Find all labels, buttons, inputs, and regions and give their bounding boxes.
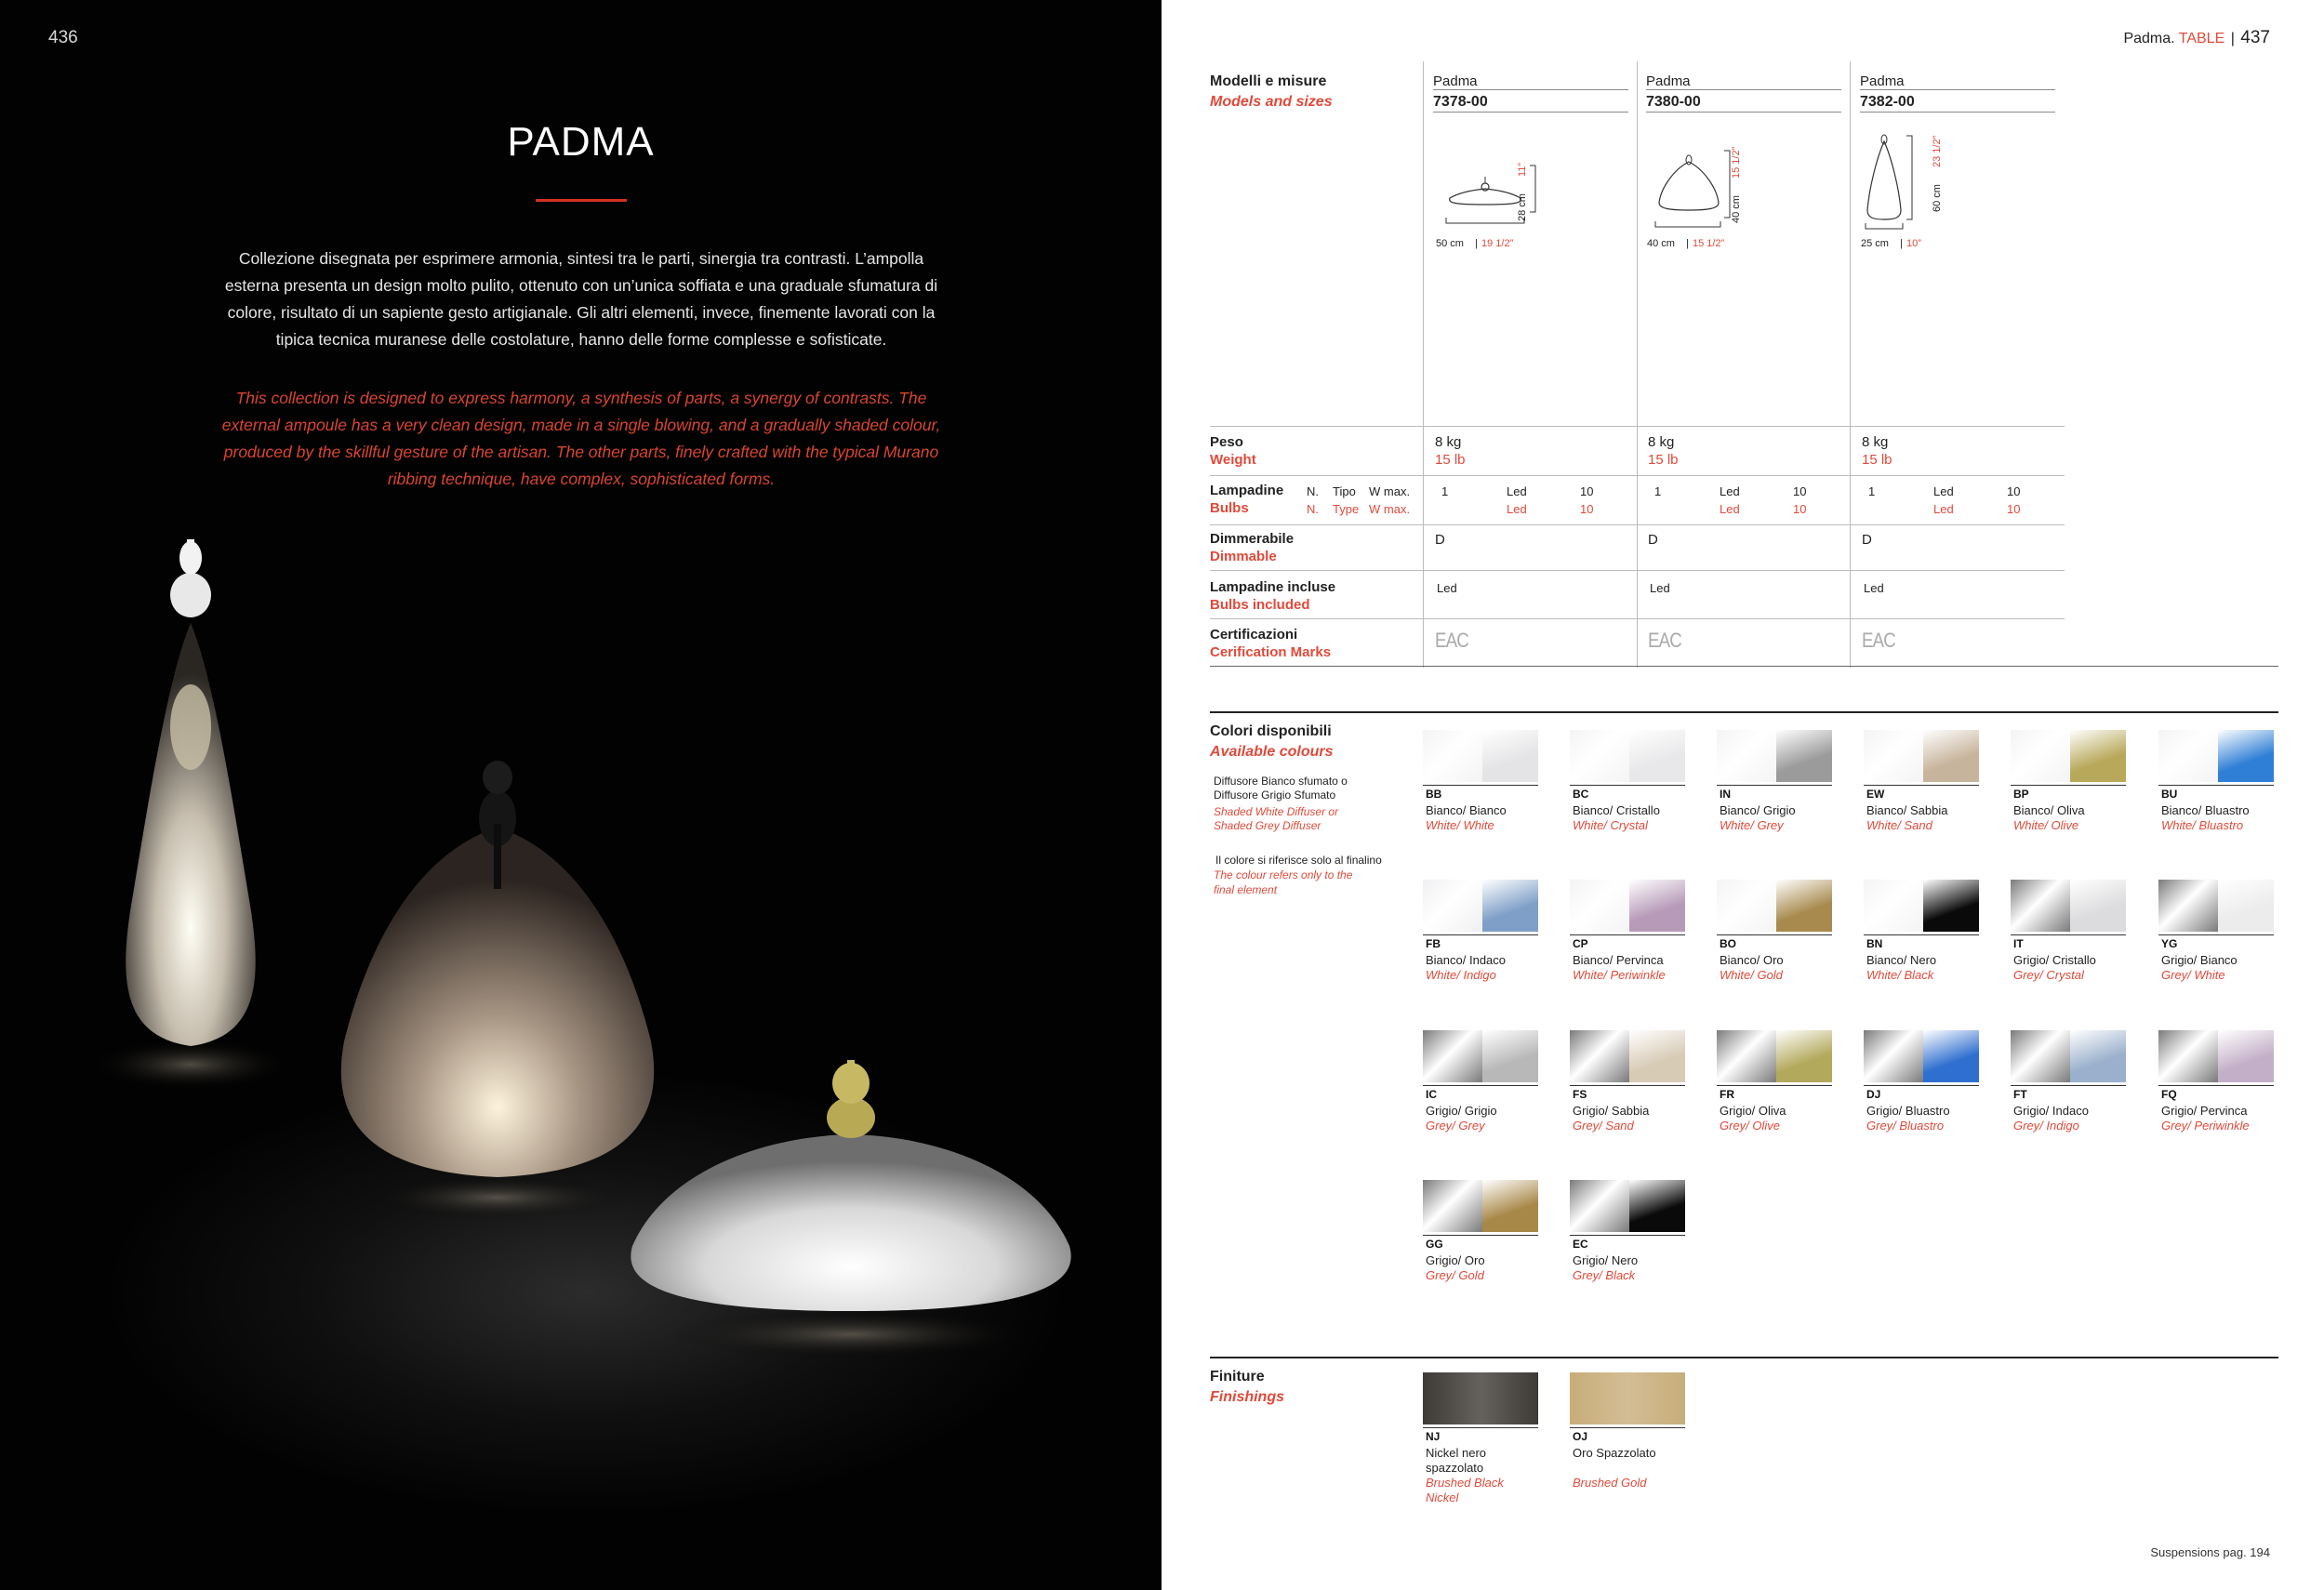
bulbs-type-header: Tipo: [1333, 484, 1356, 498]
colour-name-it: Grigio/ Nero: [1573, 1253, 1639, 1267]
colour-swatch: [1570, 730, 1685, 782]
swatch-rule: [1864, 934, 1979, 935]
finish-swatch: [1570, 1372, 1685, 1424]
bulbs-n: 1: [1868, 484, 1876, 498]
colour-swatch: [1864, 880, 1979, 932]
swatch-rule: [1570, 934, 1685, 935]
colour-swatch: [2011, 880, 2126, 932]
colour-code: BU: [2161, 788, 2178, 801]
bulbs-w: 10: [2007, 484, 2021, 498]
bulbs-type-en: Led: [1933, 502, 1954, 516]
bulbs-type: Led: [1507, 484, 1527, 498]
colour-name-en: White/ Olive: [2013, 818, 2079, 832]
bulbs-type: Led: [1720, 484, 1740, 498]
bulbs-w-en: 10: [1580, 502, 1594, 516]
swatch-rule: [1570, 1427, 1685, 1428]
height-in: 23 1/2”: [1932, 135, 1943, 167]
header-collection: Padma.: [2123, 31, 2175, 46]
colour-swatch: [1864, 1030, 1979, 1082]
model-code: 7380-00: [1646, 94, 1701, 110]
bulbs-type-en: Led: [1507, 502, 1527, 516]
colour-name-it: Bianco/ Sabbia: [1866, 803, 1948, 817]
rule: [1210, 666, 2278, 667]
finish-code: OJ: [1573, 1430, 1588, 1443]
colour-name-en: White/ Crystal: [1573, 818, 1648, 832]
bulbs-n-header-en: N.: [1307, 502, 1319, 516]
bulbs-type-en: Led: [1720, 502, 1740, 516]
rule: [1433, 89, 1628, 90]
colour-code: BO: [1720, 937, 1736, 950]
colour-swatch: [1423, 1030, 1538, 1082]
colour-swatch: [2158, 730, 2274, 782]
included-value: Led: [1650, 581, 1670, 595]
lamps-photo: [0, 521, 1162, 1590]
title-underline: [536, 199, 627, 202]
colour-code: IC: [1426, 1088, 1437, 1101]
colour-name-it: Grigio/ Indaco: [2013, 1104, 2089, 1118]
colour-name-it: Grigio/ Sabbia: [1573, 1104, 1650, 1118]
finish-swatch: [1423, 1372, 1538, 1424]
colour-name-it: Grigio/ Oliva: [1720, 1104, 1786, 1118]
colour-code: BN: [1866, 937, 1883, 950]
bulbs-w-en: 10: [2007, 502, 2021, 516]
colour-code: FT: [2013, 1088, 2027, 1101]
intro-italian: Collezione disegnata per esprimere armonia, sintesi tra le parti, sinergia tra contrasti. L’ampolla esterna presenta un design molto pulito, ottenuto con un’unica soffiata e una graduale sfumatura di colore, risultato di un sapiente gesto artigianale. Gli altri elementi, invece, finemente lavorati con la tipica tecnica muranese delle costolature, hanno delle forme complesse e sofisticate.: [224, 249, 938, 349]
column-divider: [1850, 61, 1851, 668]
colours-note: Il colore si riferisce solo al finalino: [1215, 854, 1382, 867]
rule: [1646, 89, 1841, 90]
swatch-rule: [1864, 785, 1979, 786]
weight-lb: 15 lb: [1862, 452, 1892, 468]
swatch-rule: [2158, 785, 2274, 786]
colour-swatch: [1423, 730, 1538, 782]
colours-note-en: Shaded Grey Diffuser: [1214, 819, 1321, 832]
colour-name-en: Grey/ Gold: [1426, 1268, 1484, 1282]
colour-swatch: [1570, 880, 1685, 932]
colours-note-en: The colour refers only to the: [1214, 868, 1353, 881]
finish-code: NJ: [1426, 1430, 1441, 1443]
finish-name-en: Brushed Gold: [1573, 1476, 1647, 1490]
colours-label-en: Available colours: [1210, 744, 1334, 760]
finish-name-it: Oro Spazzolato: [1573, 1446, 1656, 1460]
eac-mark-icon: EAC: [1648, 629, 1681, 652]
colour-name-en: White/ Gold: [1720, 968, 1783, 982]
colour-name-en: Grey/ Sand: [1573, 1119, 1634, 1133]
colour-name-it: Grigio/ Bianco: [2161, 953, 2238, 967]
running-header: [2123, 28, 2270, 48]
dimmable-value: D: [1648, 532, 1658, 548]
models-label-it: Modelli e misure: [1210, 73, 1327, 89]
column-divider: [1637, 61, 1638, 668]
colour-name-en: Grey/ Indigo: [2013, 1119, 2079, 1133]
weight-kg: 8 kg: [1862, 434, 1889, 450]
colour-swatch: [1570, 1030, 1685, 1082]
colour-code: FS: [1573, 1088, 1587, 1101]
height-in: 15 1/2”: [1731, 146, 1742, 179]
bulbs-n: 1: [1441, 484, 1449, 498]
colour-name-en: Grey/ Crystal: [2013, 968, 2084, 982]
finish-name-it: Nickel nero: [1426, 1446, 1487, 1460]
colour-swatch: [1864, 730, 1979, 782]
colour-code: BP: [2013, 788, 2029, 801]
swatch-rule: [1717, 785, 1832, 786]
included-value: Led: [1437, 581, 1457, 595]
colour-code: EC: [1573, 1238, 1588, 1251]
colour-swatch: [1423, 880, 1538, 932]
colour-name-en: Grey/ Bluastro: [1866, 1119, 1945, 1133]
swatch-rule: [2158, 934, 2274, 935]
bulbs-w-header-en: W max.: [1369, 502, 1411, 516]
colour-name-it: Bianco/ Nero: [1866, 953, 1937, 967]
colour-name-it: Grigio/ Pervinca: [2161, 1104, 2248, 1118]
lamp-tall-finial: [170, 573, 211, 617]
page-number-left: 436: [48, 28, 78, 47]
weight-kg: 8 kg: [1435, 434, 1462, 450]
swatch-rule: [1864, 1085, 1979, 1086]
page-number-right: 437: [2240, 28, 2270, 47]
model-name: Padma: [1860, 73, 1905, 89]
dimmable-value: D: [1862, 532, 1872, 548]
rule: [1210, 426, 2065, 427]
colour-swatch: [1570, 1180, 1685, 1232]
colour-name-en: Grey/ Olive: [1720, 1119, 1781, 1133]
included-value: Led: [1864, 581, 1884, 595]
model-code: 7382-00: [1860, 94, 1915, 110]
bulbs-w: 10: [1580, 484, 1594, 498]
colour-name-en: White/ Bluastro: [2161, 818, 2244, 832]
right-page: Padma. TABLE | 437 Modelli e misure Models and sizes Padma 7378-00 28 cm 11” 50 cm | 19 1/2” Padma 7380-00 40 cm 15 1/2” 40 cm | 15 1/2” Padma 7382-00 60 cm 23 1/2” 25 cm | 10” Peso Weight 8 kg 15 lb 8 kg 15 lb 8 kg 15 lb Lampadine Bulbs N. Tipo W max. N. Type W max. 1 Led 10 Led 10 1 Led 10 Led 10 1 Led 10 Led 10 Dimmerabile Dimmable D D D Lampadine incluse Bulbs included Led Led Led Certificazioni Cerification Marks EAC EAC EAC Colori disponibili Available colours Diffusore Bianco sfumato o Diffusore Grigio Sfumato Shaded White Diffuser or Shaded Grey Diffuser Il colore si riferisce solo al finalino The colour refers only to the final element BB Bianco/ Bianco White/ White BC Bianco/ Cristallo White/ Crystal IN Bianco/ Grigio White/ Grey EW Bianco/ Sabbia White/ Sand BP Bianco/ Oliva White/ Olive BU Bianco/ Bluastro White/ Bluastro FB Bianco/ Indaco White/ Indigo CP Bianco/ Pervinca White/ Periwinkle BO Bianco/ Oro White/ Gold BN Bianco/ Nero White/ Black IT Grigio/ Cristallo Grey/ Crystal YG Grigio/ Bianco Grey/ White IC Grigio/ Grigio Grey/ Grey FS Grigio/ Sabbia Grey/ Sand FR Grigio/ Oliva Grey/ Olive DJ Grigio/ Bluastro Grey/ Bluastro FT Grigio/ Indaco Grey/ Indigo FQ Grigio/ Pervinca Grey/ Periwinkle GG Grigio/ Oro Grey/ Gold EC Grigio/ Nero Grey/ Black Finiture Finishings NJ Nickel nero spazzolato Brushed Black Nickel OJ Oro Spazzolato Brushed Gold Suspensions pag. 194: [1162, 0, 2324, 1590]
weight-label-it: Peso: [1210, 434, 1243, 450]
included-label-it: Lampadine incluse: [1210, 579, 1336, 595]
colour-code: YG: [2161, 937, 2178, 950]
bulbs-n: 1: [1654, 484, 1662, 498]
swatch-rule: [2011, 1085, 2126, 1086]
colour-name-it: Bianco/ Cristallo: [1573, 803, 1660, 817]
colour-name-it: Grigio/ Grigio: [1426, 1104, 1497, 1118]
swatch-rule: [2011, 785, 2126, 786]
rule: [1433, 112, 1628, 113]
model-name: Padma: [1646, 73, 1691, 89]
colour-name-en: White/ Grey: [1720, 818, 1784, 832]
rule: [1210, 524, 2065, 525]
rule: [1210, 475, 2065, 476]
colour-code: CP: [1573, 937, 1588, 950]
eac-mark-icon: EAC: [1862, 629, 1895, 652]
swatch-rule: [1423, 1085, 1538, 1086]
width-cm: 40 cm: [1647, 238, 1675, 249]
swatch-rule: [1570, 1085, 1685, 1086]
colour-name-it: Bianco/ Indaco: [1426, 953, 1507, 967]
finish-name-it: spazzolato: [1426, 1461, 1484, 1475]
included-label-en: Bulbs included: [1210, 597, 1310, 613]
width-cm: 25 cm: [1861, 238, 1889, 249]
dimmable-label-en: Dimmable: [1210, 549, 1277, 564]
reflection-flat: [665, 1310, 1037, 1358]
weight-kg: 8 kg: [1648, 434, 1675, 450]
colour-code: EW: [1866, 788, 1885, 801]
header-section: TABLE: [2178, 31, 2225, 46]
bulbs-w-header: W max.: [1369, 484, 1411, 498]
colour-swatch: [1717, 730, 1832, 782]
finish-name-en: Brushed Black: [1426, 1476, 1504, 1490]
finishings-label-en: Finishings: [1210, 1389, 1284, 1405]
bulbs-label-en: Bulbs: [1210, 500, 1249, 516]
colour-code: GG: [1426, 1238, 1443, 1251]
intro-english: This collection is designed to express harmony, a synthesis of parts, a synergy of contrasts. The external ampoule has a very clean design, made in a single blowing, and a gradually shaded colour, produced by the skillful gesture of the artisan. The other parts, finely crafted with the typical Murano ribbing technique, have complex, sophisticated forms.: [221, 389, 941, 488]
colour-name-it: Bianco/ Oro: [1720, 953, 1784, 967]
swatch-rule: [1423, 1235, 1538, 1236]
swatch-rule: [1423, 934, 1538, 935]
reflection-medium: [367, 1175, 628, 1220]
footer-reference: Suspensions pag. 194: [2150, 1545, 2270, 1559]
colour-name-it: Grigio/ Oro: [1426, 1253, 1485, 1267]
colour-name-en: Grey/ Periwinkle: [2161, 1119, 2250, 1133]
weight-lb: 15 lb: [1435, 452, 1466, 468]
page-title: PADMA: [507, 119, 655, 165]
colour-swatch: [1717, 1030, 1832, 1082]
colours-note-en: final element: [1214, 883, 1278, 896]
colour-name-it: Grigio/ Cristallo: [2013, 953, 2096, 967]
dimmable-label-it: Dimmerabile: [1210, 531, 1295, 547]
colour-name-en: White/ White: [1426, 818, 1494, 832]
colour-name-it: Bianco/ Bluastro: [2161, 803, 2250, 817]
colours-note: Diffusore Bianco sfumato o: [1214, 775, 1348, 788]
bulbs-w: 10: [1793, 484, 1807, 498]
rule: [1210, 618, 2065, 619]
colours-label-it: Colori disponibili: [1210, 723, 1332, 739]
lamp-flat-body: [631, 1134, 1070, 1311]
bulbs-label-it: Lampadine: [1210, 483, 1284, 498]
colour-name-en: Grey/ White: [2161, 968, 2225, 982]
section-rule: [1210, 711, 2278, 713]
weight-lb: 15 lb: [1648, 452, 1679, 468]
section-rule: [1210, 1357, 2278, 1358]
swatch-rule: [1423, 785, 1538, 786]
colour-code: BC: [1573, 788, 1589, 801]
dimmable-value: D: [1435, 532, 1445, 548]
colour-swatch: [2011, 1030, 2126, 1082]
colour-name-it: Grigio/ Bluastro: [1866, 1104, 1950, 1118]
rule: [1646, 112, 1841, 113]
colour-name-it: Bianco/ Bianco: [1426, 803, 1507, 817]
colour-name-en: White/ Sand: [1866, 818, 1932, 832]
colour-code: IT: [2013, 937, 2024, 950]
models-label-en: Models and sizes: [1210, 94, 1333, 110]
swatch-rule: [1570, 785, 1685, 786]
cert-label-en: Cerification Marks: [1210, 644, 1332, 660]
eac-mark-icon: EAC: [1435, 629, 1468, 652]
cert-label-it: Certificazioni: [1210, 627, 1298, 643]
model-code: 7378-00: [1433, 94, 1488, 110]
colour-name-en: Grey/ Black: [1573, 1268, 1636, 1282]
height-cm: 60 cm: [1932, 184, 1943, 212]
rule: [1860, 89, 2055, 90]
colour-swatch: [1717, 880, 1832, 932]
colour-swatch: [1423, 1180, 1538, 1232]
colour-name-en: Grey/ Grey: [1426, 1119, 1485, 1133]
width-in: 19 1/2”: [1481, 238, 1514, 249]
colour-name-it: Bianco/ Grigio: [1720, 803, 1796, 817]
height-cm: 28 cm: [1517, 193, 1528, 221]
height-cm: 40 cm: [1731, 195, 1742, 223]
column-divider: [1423, 61, 1424, 668]
colour-code: FR: [1720, 1088, 1734, 1101]
colour-name-en: White/ Periwinkle: [1573, 968, 1666, 982]
bulbs-type-header-en: Type: [1333, 502, 1360, 516]
colour-swatch: [2011, 730, 2126, 782]
bulbs-type: Led: [1933, 484, 1954, 498]
model-name: Padma: [1433, 73, 1478, 89]
header-separator: |: [2230, 31, 2235, 46]
colours-note: Diffusore Grigio Sfumato: [1214, 788, 1336, 802]
bulbs-n-header: N.: [1307, 484, 1319, 498]
swatch-rule: [1717, 1085, 1832, 1086]
model-7382-drawing: [1860, 130, 1972, 238]
finish-name-en: Nickel: [1426, 1491, 1459, 1504]
colour-code: IN: [1720, 788, 1731, 801]
colour-name-it: Bianco/ Pervinca: [1573, 953, 1664, 967]
colours-note-en: Shaded White Diffuser or: [1214, 805, 1339, 818]
swatch-rule: [2011, 934, 2126, 935]
colour-swatch: [2158, 880, 2274, 932]
swatch-rule: [1717, 934, 1832, 935]
width-in: 15 1/2”: [1693, 238, 1725, 249]
colour-code: BB: [1426, 788, 1442, 801]
rule: [1210, 570, 2065, 571]
colour-name-en: White/ Indigo: [1426, 968, 1496, 982]
weight-label-en: Weight: [1210, 452, 1256, 468]
swatch-rule: [1423, 1427, 1538, 1428]
swatch-rule: [2158, 1085, 2274, 1086]
colour-swatch: [2158, 1030, 2274, 1082]
colour-name-en: White/ Black: [1866, 968, 1934, 982]
colour-code: FB: [1426, 937, 1441, 950]
reflection-tall: [88, 1039, 293, 1091]
width-cm: 50 cm: [1436, 238, 1464, 249]
colour-name-it: Bianco/ Oliva: [2013, 803, 2085, 817]
colour-code: DJ: [1866, 1088, 1881, 1101]
width-in: 10”: [1906, 238, 1921, 249]
colour-code: FQ: [2161, 1088, 2177, 1101]
finishings-label-it: Finiture: [1210, 1369, 1265, 1385]
height-in: 11”: [1517, 162, 1528, 177]
lamp-tall-inner: [170, 684, 211, 770]
bulbs-w-en: 10: [1793, 502, 1807, 516]
rule: [1860, 112, 2055, 113]
swatch-rule: [1570, 1235, 1685, 1236]
